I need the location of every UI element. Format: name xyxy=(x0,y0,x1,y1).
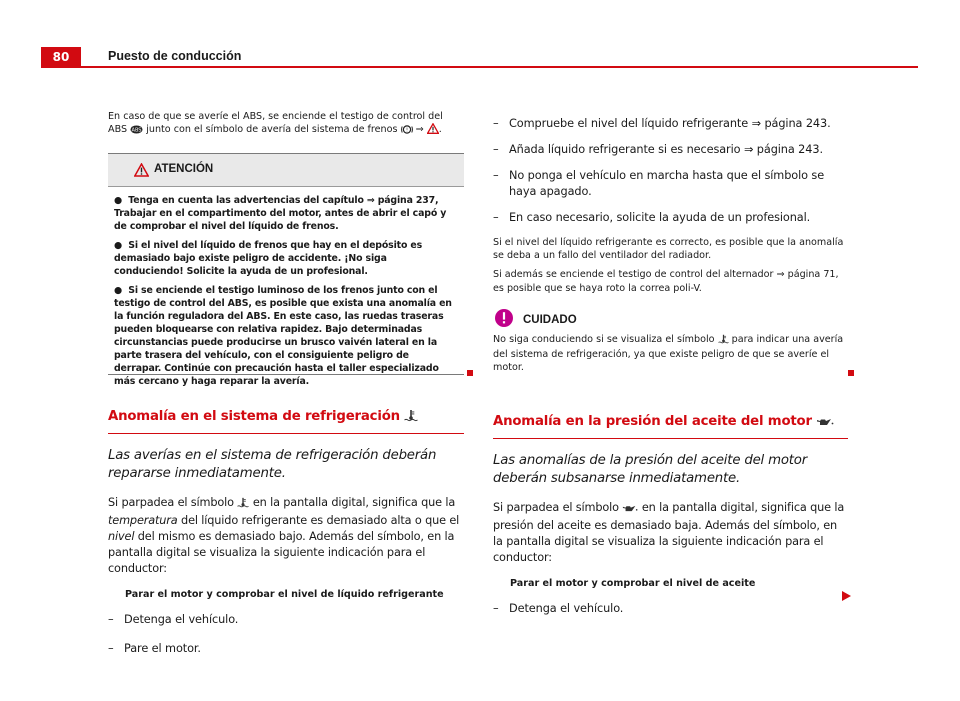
cuidado-header xyxy=(493,307,848,329)
abs-text-2: junto con el símbolo de avería del sistema de frenos xyxy=(146,124,398,136)
chapter-title: Puesto de conducción xyxy=(108,49,242,63)
oil-body xyxy=(493,500,848,566)
section-title-text: Anomalía en el sistema de refrigeración xyxy=(108,409,400,424)
atencion-bullet: ● Si el nivel del líquido de frenos que hay en el depósito es demasiado bajo existe peligro de accidente. ¡No siga conduciendo! Solicite la ayuda de un profesional. xyxy=(114,240,423,277)
oil-section xyxy=(493,414,848,617)
coolant-temperature-icon xyxy=(718,334,729,348)
coolant-temperature-icon xyxy=(237,497,249,513)
body-text: en la pantalla digital, significa que la xyxy=(252,496,456,509)
section-title xyxy=(108,409,464,426)
step-text: Pare el motor. xyxy=(124,642,201,655)
oil-can-icon xyxy=(816,416,834,431)
section-intro: Las averías en el sistema de refrigeración deberán repararse inmediatamente. xyxy=(108,448,437,481)
body-text: Si parpadea el símbolo xyxy=(493,501,619,514)
body-emphasis: nivel xyxy=(108,530,135,543)
display-message: Parar el motor y comprobar el nivel de líquido refrigerante xyxy=(125,589,444,600)
section-title-text: Anomalía en la presión del aceite del motor xyxy=(493,414,812,429)
body-text: del líquido refrigerante es demasiado alta o que el xyxy=(181,514,460,527)
body-text: en la pantalla digital, significa que la presión del aceite es demasiado baja. Además del símbolo, en la pantalla digital se visualiza la siguiente indicación para el conductor: xyxy=(493,501,845,564)
cuidado-box xyxy=(493,307,848,375)
page-number: 80 xyxy=(41,47,81,68)
atencion-bullet-text: Si se enciende el testigo luminoso de los frenos junto con el testigo de control del ABS, es posible que exista una anomalía en la función reguladora del ABS. En este caso, las ruedas traseras pueden bloquearse con relativa rapidez. Bajo determinadas circunstancias puede producirse un brusco vaivén lateral en la parte trasera del vehículo, con el consiguiente peligro de derrapar. Continúe con precaución hasta el taller especializado más cercano y haga reparar la avería. xyxy=(114,285,452,387)
abs-text-1: En caso de que se averíe el ABS, se enciende el testigo de control del ABS xyxy=(108,111,443,136)
step-list xyxy=(493,601,848,617)
oil-can-icon xyxy=(622,502,638,518)
cuidado-text-part: No siga conduciendo si se visualiza el símbolo xyxy=(493,333,715,345)
step-item: – En caso necesario, solicite la ayuda de un profesional. xyxy=(493,211,811,224)
atencion-label: ATENCIÓN xyxy=(154,163,214,175)
abs-paragraph: En caso de que se averíe el ABS, se enciende el testigo de control del ABS ABS junto con el símbolo de avería del sistema de frenos ! ⇒ . xyxy=(108,110,464,138)
svg-text:ABS: ABS xyxy=(131,127,142,134)
step-item: – No ponga el vehículo en marcha hasta que el símbolo se haya apagado. xyxy=(493,169,825,198)
svg-text:!: ! xyxy=(405,127,408,134)
section-intro: Las anomalías de la presión del aceite del motor deberán subsanarse inmediatamente. xyxy=(493,453,807,486)
display-message: Parar el motor y comprobar el nivel de aceite xyxy=(510,578,756,589)
body-text: Si parpadea el símbolo xyxy=(108,496,234,509)
cuidado-text xyxy=(493,333,848,375)
section-title xyxy=(493,414,848,431)
cuidado-text-part: para indicar una avería del sistema de refrigeración, ya que existe peligro de que se averíe el motor. xyxy=(493,333,844,374)
reference-arrow: ⇒ xyxy=(415,124,424,136)
caution-circle-icon xyxy=(494,308,514,332)
step-text: Detenga el vehículo. xyxy=(124,613,239,626)
warning-triangle-icon xyxy=(134,162,149,181)
coolant-steps xyxy=(493,116,848,374)
atencion-bullet: ● Si se enciende el testigo luminoso de los frenos junto con el testigo de control del ABS, es posible que exista una anomalía en la función reguladora del ABS. En este caso, las ruedas traseras pueden bloquearse con relativa rapidez. Bajo determinadas circunstancias puede producirse un brusco vaivén lateral en la parte trasera del vehículo, con el consiguiente peligro de derrapar. Continúe con precaución hasta el taller especializado más cercano y haga reparar la avería. xyxy=(114,285,452,387)
body-emphasis: temperatura xyxy=(108,514,178,527)
continue-arrow-icon[interactable] xyxy=(842,586,851,605)
step-text: Detenga el vehículo. xyxy=(509,602,624,615)
step-list xyxy=(108,612,464,657)
coolant-temperature-icon xyxy=(404,409,418,426)
atencion-header xyxy=(108,154,464,187)
atencion-box xyxy=(108,153,464,387)
atencion-body xyxy=(108,187,464,388)
cooling-body xyxy=(108,495,464,577)
section-rule xyxy=(108,433,464,434)
step-text: No ponga el vehículo en marcha hasta que el símbolo se haya apagado. xyxy=(509,169,825,198)
step-text: Compruebe el nivel del líquido refrigerante ⇒ página 243. xyxy=(509,117,831,130)
note-paragraph: Si además se enciende el testigo de control del alternador ⇒ página 71, es posible que se haya roto la correa poli-V. xyxy=(493,269,839,294)
cuidado-label: CUIDADO xyxy=(523,313,577,326)
step-item: – Detenga el vehículo. xyxy=(493,602,624,615)
atencion-bullet: ● Tenga en cuenta las advertencias del capítulo ⇒ página 237, Trabajar en el compartimento del motor, antes de abrir el capó y de comprobar el nivel del líquido de frenos. xyxy=(114,195,447,232)
atencion-bullet-text: Si el nivel del líquido de frenos que hay en el depósito es demasiado bajo existe peligro de accidente. ¡No siga conduciendo! Solicite la ayuda de un profesional. xyxy=(114,240,423,277)
brake-warning-icon xyxy=(401,125,413,138)
section-rule xyxy=(493,438,848,439)
note-paragraph: Si el nivel del líquido refrigerante es correcto, es posible que la anomalía se deba a un fallo del ventilador del radiador. xyxy=(493,237,844,262)
section-end-marker xyxy=(467,370,473,376)
step-item: – Añada líquido refrigerante si es necesario ⇒ página 243. xyxy=(493,143,823,156)
abs-icon xyxy=(130,125,143,138)
step-text: En caso necesario, solicite la ayuda de un profesional. xyxy=(509,211,811,224)
step-item: – Detenga el vehículo. xyxy=(108,613,239,626)
page-header xyxy=(41,47,918,68)
cooling-section xyxy=(108,409,464,657)
step-item: – Compruebe el nivel del líquido refrigerante ⇒ página 243. xyxy=(493,117,831,130)
step-item: – Pare el motor. xyxy=(108,642,201,655)
step-text: Añada líquido refrigerante si es necesario ⇒ página 243. xyxy=(509,143,823,156)
body-text: del mismo es demasiado bajo. Además del símbolo, en la pantalla digital se visualiza la siguiente indicación para el conductor: xyxy=(108,530,455,575)
atencion-bullet-text: Tenga en cuenta las advertencias del capítulo ⇒ página 237, Trabajar en el compartimento del motor, antes de abrir el capó y de comprobar el nivel del líquido de frenos. xyxy=(114,195,447,232)
section-end-marker xyxy=(848,370,854,376)
warning-triangle-icon[interactable] xyxy=(427,123,439,138)
header-rule xyxy=(81,66,918,68)
